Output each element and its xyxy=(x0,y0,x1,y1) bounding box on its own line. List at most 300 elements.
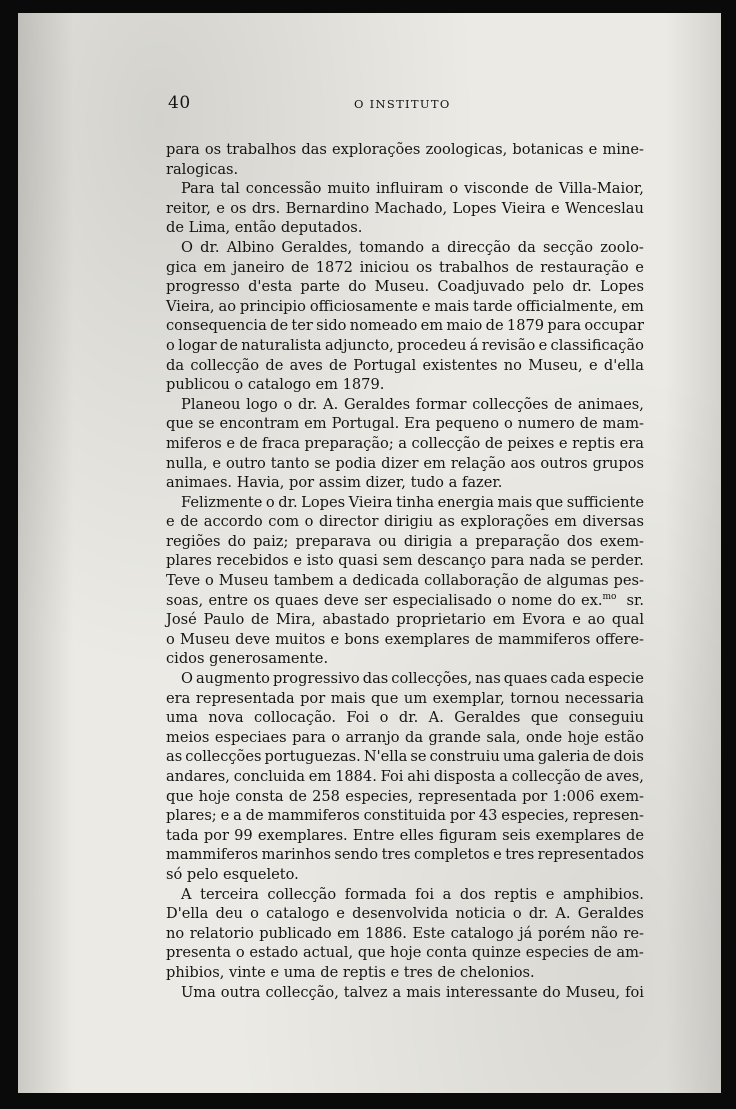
word: os xyxy=(230,199,247,217)
word: muito xyxy=(327,180,370,198)
word: e xyxy=(588,141,598,158)
word: que xyxy=(166,787,194,805)
word: qual xyxy=(611,611,644,629)
word: logo xyxy=(246,395,278,413)
word: consequencia xyxy=(166,317,267,335)
word: e xyxy=(166,513,175,531)
word: Albino xyxy=(226,238,275,256)
word: soas, xyxy=(166,591,204,609)
word: adjuncto, xyxy=(324,336,394,354)
word: a xyxy=(442,885,452,903)
word: constituida xyxy=(363,807,446,825)
word: restauração xyxy=(540,258,629,276)
word: nada xyxy=(529,552,566,570)
word: se xyxy=(314,454,331,472)
word: de xyxy=(593,944,612,962)
word: Foi xyxy=(380,768,404,785)
word: entre xyxy=(208,591,248,609)
word: 1884. xyxy=(335,768,377,785)
word: Vieira, xyxy=(166,297,215,315)
word: energia xyxy=(437,493,494,511)
word: gica xyxy=(166,258,197,276)
word: Villa-Maior, xyxy=(558,180,644,198)
word: preparava xyxy=(295,532,372,550)
word: e xyxy=(226,434,235,452)
word: de xyxy=(180,513,199,531)
text-line xyxy=(166,983,644,1003)
word: director xyxy=(319,513,379,531)
text-line xyxy=(166,356,644,376)
running-head xyxy=(168,93,644,117)
word: tres xyxy=(381,846,411,864)
word: pelo xyxy=(532,278,565,296)
word: existentes xyxy=(422,356,498,374)
word: procedeu xyxy=(397,336,467,354)
word: tal xyxy=(220,180,240,198)
word: Teve xyxy=(166,572,201,590)
word: nomeado xyxy=(349,317,418,335)
word: zoologicas, xyxy=(425,141,508,158)
word: outros xyxy=(540,454,588,472)
word: reptis xyxy=(494,885,538,903)
word: completos xyxy=(414,846,490,864)
word: e xyxy=(216,199,225,217)
word: de xyxy=(219,336,238,354)
word: por xyxy=(522,787,548,805)
line-text: só pelo esqueleto. xyxy=(166,865,299,883)
word: no xyxy=(166,924,185,942)
word: em xyxy=(420,317,444,335)
word: Lopes xyxy=(452,199,497,217)
word: tres xyxy=(505,846,535,864)
word: mam- xyxy=(602,415,644,433)
word: a xyxy=(459,532,469,550)
word: progresso xyxy=(166,278,240,296)
word: que xyxy=(166,415,194,433)
word: figuram xyxy=(438,826,497,844)
word: algumas xyxy=(546,572,609,590)
word: A. xyxy=(323,395,339,413)
word: isto xyxy=(306,552,334,570)
word: Felizmente xyxy=(181,493,263,511)
word: iniciou xyxy=(359,258,410,276)
word: terceira xyxy=(200,885,259,903)
word: da xyxy=(166,356,185,374)
word: A xyxy=(181,885,192,903)
line-text: de Lima, então deputados. xyxy=(166,219,363,237)
word: era xyxy=(619,434,644,452)
word: Para xyxy=(181,180,215,198)
word: O xyxy=(181,238,193,256)
word: publicado xyxy=(259,924,332,942)
word: de xyxy=(474,630,493,648)
word: A. xyxy=(555,905,571,923)
word: botanicas xyxy=(512,141,584,158)
word: o xyxy=(503,415,513,433)
word: occupar xyxy=(584,317,644,335)
word: que xyxy=(357,944,386,962)
word: foi xyxy=(625,983,644,1001)
word: N'ella xyxy=(363,748,408,766)
word: collecções, xyxy=(391,670,473,688)
word: de xyxy=(245,807,264,825)
text-line xyxy=(166,297,644,317)
text-line xyxy=(166,532,644,552)
word: em xyxy=(492,611,516,629)
word: tomando xyxy=(359,238,425,256)
word: exem- xyxy=(599,532,644,550)
word: Geraldes xyxy=(577,905,644,923)
word: ao xyxy=(218,297,236,315)
word: outro xyxy=(226,454,266,472)
word: visconde xyxy=(464,180,529,198)
word: que xyxy=(535,493,564,511)
word: o xyxy=(205,572,214,590)
word: meios xyxy=(166,728,210,746)
word: cada xyxy=(550,670,586,688)
word: especies, xyxy=(345,787,413,805)
word: bons xyxy=(344,630,380,648)
word: 258 xyxy=(312,787,340,805)
word: e xyxy=(330,630,340,648)
word: trabalhos xyxy=(438,258,509,276)
word: ahi xyxy=(407,768,431,785)
word: tinha xyxy=(396,493,435,511)
word: Evora xyxy=(522,611,566,629)
word: miferos xyxy=(166,434,222,452)
text-line xyxy=(166,826,644,846)
text-line xyxy=(166,336,644,356)
word: fraca xyxy=(262,434,300,452)
text-line xyxy=(166,885,644,905)
word: collecção xyxy=(190,356,260,374)
text-line xyxy=(166,258,644,278)
text-line xyxy=(166,512,644,532)
word: de xyxy=(579,415,598,433)
word: e xyxy=(493,846,502,864)
word: elles xyxy=(399,826,434,844)
word: Portugal. xyxy=(331,415,400,433)
word: dr. xyxy=(528,905,549,923)
word: o xyxy=(166,630,175,648)
word: accordo xyxy=(203,513,263,531)
word: grupos xyxy=(592,454,644,472)
word: o xyxy=(166,336,175,354)
word: Foi xyxy=(346,709,370,727)
word: augmento xyxy=(195,670,270,688)
word: mine- xyxy=(602,141,644,158)
word: Geraldes, xyxy=(281,238,353,256)
text-line xyxy=(166,454,644,474)
word: exem- xyxy=(599,787,644,805)
word: o xyxy=(512,905,522,923)
word: relação xyxy=(450,454,506,472)
word: sido xyxy=(316,317,347,335)
word: collecção xyxy=(267,885,337,903)
word: deve xyxy=(235,630,270,648)
word: para xyxy=(490,552,525,570)
word: naturalista xyxy=(241,336,322,354)
word: concluida xyxy=(233,768,305,785)
word: de xyxy=(626,826,644,844)
word: representada xyxy=(195,689,295,707)
word: influiram xyxy=(375,180,444,198)
word: dr. xyxy=(200,238,220,256)
text-line xyxy=(166,649,644,669)
word: que xyxy=(530,709,559,727)
word: deu xyxy=(215,905,243,923)
word: noticia xyxy=(455,905,506,923)
word: andares, xyxy=(166,768,230,785)
word: do xyxy=(348,278,367,296)
word: parte xyxy=(300,278,340,296)
word: de xyxy=(251,611,270,629)
page-number: 40 xyxy=(168,93,191,113)
word: Entre xyxy=(352,826,395,844)
word: recebidos xyxy=(216,552,289,570)
word: do xyxy=(557,591,576,609)
word: proprietario xyxy=(396,611,486,629)
text-line xyxy=(166,140,644,160)
text-line xyxy=(166,963,644,983)
text-line xyxy=(166,845,644,865)
word: em xyxy=(423,454,446,472)
word: Portugal xyxy=(353,356,417,374)
word: o xyxy=(265,493,275,511)
word: plares xyxy=(166,552,212,570)
word: numero xyxy=(517,415,575,433)
word: o xyxy=(283,395,293,413)
word: marinhos xyxy=(261,846,331,864)
word: a xyxy=(499,768,508,785)
word: e xyxy=(545,885,555,903)
word: formada xyxy=(344,885,407,903)
word: desenvolvida xyxy=(352,905,449,923)
word: e xyxy=(572,611,581,629)
word: a xyxy=(233,807,242,825)
word: estão xyxy=(604,728,644,746)
word: da xyxy=(405,728,424,746)
word: pes- xyxy=(613,572,644,590)
word: A. xyxy=(428,709,444,727)
line-text: cidos generosamente. xyxy=(166,650,329,668)
word: actual, xyxy=(302,944,354,962)
text-line xyxy=(166,375,644,395)
word: para xyxy=(166,141,200,158)
word: re- xyxy=(623,924,644,942)
word: collecção xyxy=(511,768,581,785)
word: do xyxy=(227,532,246,550)
word: presenta xyxy=(166,944,232,962)
word: porém xyxy=(537,924,586,942)
word: e xyxy=(421,297,431,315)
word: da xyxy=(517,238,536,256)
word: collecção xyxy=(411,434,481,452)
word: preparação xyxy=(475,532,560,550)
word: janeiro xyxy=(232,258,285,276)
word: consta xyxy=(235,787,284,805)
word: revisão xyxy=(481,336,536,354)
word: collecções xyxy=(472,395,549,413)
word: uma xyxy=(166,709,198,727)
word: sendo xyxy=(334,846,379,864)
word: o xyxy=(379,709,389,727)
word: mais xyxy=(406,983,441,1001)
word: represen- xyxy=(572,807,644,825)
word: do xyxy=(542,983,561,1001)
word: especialisado xyxy=(392,591,492,609)
word: de xyxy=(592,748,611,766)
word: nas xyxy=(475,670,501,688)
word: de xyxy=(534,180,553,198)
word: Museu xyxy=(180,630,230,648)
word: onde xyxy=(525,728,563,746)
word: am- xyxy=(616,944,644,962)
word: o xyxy=(235,944,245,962)
word: de xyxy=(288,787,307,805)
word: dr. xyxy=(572,278,592,296)
word: Lopes xyxy=(599,278,644,296)
word: das xyxy=(301,141,327,158)
word: O xyxy=(181,670,193,688)
word: Vieira xyxy=(501,199,546,217)
text-line xyxy=(166,395,644,415)
word: collaboração xyxy=(424,572,519,590)
word: já xyxy=(519,924,533,942)
word: catalogo xyxy=(450,924,514,942)
word: mammiferos xyxy=(166,846,259,864)
word: a xyxy=(431,238,440,256)
word: arranjo xyxy=(345,728,400,746)
word: e xyxy=(551,199,560,217)
word: especiaes xyxy=(214,728,287,746)
word: ao xyxy=(587,611,606,629)
word: dedicada xyxy=(352,572,420,590)
text-line xyxy=(166,708,644,728)
word: sufficiente xyxy=(566,493,644,511)
line-text: ralogicas. xyxy=(166,160,239,178)
word: de xyxy=(523,572,542,590)
word: em xyxy=(308,768,332,785)
word: 1879 xyxy=(506,317,545,335)
word: dirigia xyxy=(403,532,453,550)
word: nova xyxy=(208,709,244,727)
word: sem xyxy=(382,552,413,570)
word: outra xyxy=(220,983,261,1001)
word: se xyxy=(410,748,427,766)
word: o xyxy=(304,513,314,531)
word: hoje xyxy=(198,787,230,805)
word: a xyxy=(338,572,348,590)
word: e xyxy=(538,336,548,354)
word: e xyxy=(336,905,345,923)
text-line xyxy=(166,571,644,591)
word: de xyxy=(291,258,310,276)
text-line xyxy=(166,787,644,807)
word: trabalhos xyxy=(226,141,297,158)
journal-title: O INSTITUTO xyxy=(354,97,451,111)
word: para xyxy=(547,317,582,335)
word: regiões xyxy=(166,532,221,550)
word: tada xyxy=(166,826,199,844)
word: dr. xyxy=(398,709,419,727)
word: talvez xyxy=(343,983,388,1001)
word: Mira, xyxy=(275,611,316,629)
word: dizer xyxy=(381,454,419,472)
word: dos xyxy=(459,885,486,903)
word: não xyxy=(590,924,618,942)
word: se xyxy=(570,552,587,570)
text-line xyxy=(166,160,644,180)
word: Planeou xyxy=(181,395,241,413)
word: hoje xyxy=(567,728,599,746)
word: maio xyxy=(446,317,483,335)
word: Museu. xyxy=(374,278,430,296)
word: D'ella xyxy=(166,905,209,923)
word: tornou xyxy=(510,689,560,707)
word: diversas xyxy=(582,513,644,531)
word: de xyxy=(239,434,258,452)
word: de xyxy=(554,395,573,413)
text-line xyxy=(166,277,644,297)
word: quinze xyxy=(471,944,522,962)
word: collecções xyxy=(185,748,262,766)
word: construiu xyxy=(429,748,500,766)
word: catalogo xyxy=(266,905,330,923)
word: os xyxy=(416,258,433,276)
word: 1886. xyxy=(365,924,407,942)
word: o xyxy=(250,905,259,923)
word: de xyxy=(584,768,603,785)
word: por xyxy=(449,807,475,825)
word: formar xyxy=(415,395,467,413)
word: das xyxy=(362,670,389,688)
word: e xyxy=(588,356,598,374)
word: ex.$^{mo}$ xyxy=(580,591,617,609)
book-page xyxy=(18,13,721,1093)
text-line xyxy=(166,767,644,787)
word: e xyxy=(212,454,222,472)
word: d'ella xyxy=(603,356,644,374)
word: reptis xyxy=(572,434,616,452)
word: principio xyxy=(239,297,306,315)
word: Museu xyxy=(218,572,269,590)
word: e xyxy=(220,807,230,825)
text-line xyxy=(166,865,644,885)
word: descanço xyxy=(417,552,487,570)
word: disposta xyxy=(433,768,496,785)
word: 43 xyxy=(478,807,498,825)
text-line xyxy=(166,414,644,434)
word: plares; xyxy=(166,807,217,825)
word: quasi xyxy=(338,552,378,570)
word: sala, xyxy=(486,728,521,746)
word: 99 xyxy=(234,826,253,844)
word: tambem xyxy=(273,572,334,590)
word: abastado xyxy=(322,611,390,629)
line-text: publicou o catalogo em 1879. xyxy=(166,376,385,394)
word: mammiferos xyxy=(498,630,591,648)
word: estado xyxy=(249,944,299,962)
word: relatorio xyxy=(189,924,254,942)
word: era xyxy=(166,689,191,707)
word: nulla, xyxy=(166,454,208,472)
word: Paulo xyxy=(203,611,245,629)
word: Uma xyxy=(181,983,216,1001)
word: exemplares xyxy=(384,630,470,648)
word: deve xyxy=(323,591,359,609)
word: Wenceslau xyxy=(564,199,644,217)
